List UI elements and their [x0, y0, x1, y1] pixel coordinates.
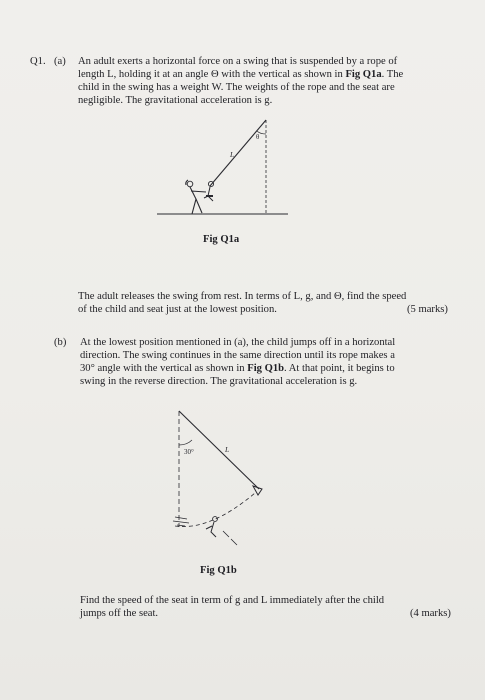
part-a-task-line-1: The adult releases the swing from rest. In terms of L, g, and Θ, find the speed [78, 291, 407, 302]
swing-seat-end [253, 486, 262, 495]
figure-q1b [165, 405, 280, 555]
child-head [213, 517, 218, 522]
fig-q1a-ref: Fig Q1a [345, 69, 382, 80]
part-a-line-1: An adult exerts a horizontal force on a swing that is suspended by a rope of [78, 56, 398, 67]
jump-motion-marks [223, 531, 237, 545]
part-b-line-3: 30° angle with the vertical as shown in Fig Q1b. At that point, it begins to [80, 363, 395, 374]
fig-q1b-caption: Fig Q1b [200, 565, 237, 576]
angle-arc [179, 440, 192, 445]
part-b-task-line-1: Find the speed of the seat in term of g and L immediately after the child [80, 595, 385, 606]
seat-scribble [173, 517, 189, 526]
part-b-line-2: direction. The swing continues in the same direction until its rope makes a [80, 350, 395, 361]
rope-length-label-b: L [225, 445, 230, 454]
part-b-line-4: swing in the reverse direction. The gravitational acceleration is g. [80, 376, 358, 387]
swing-seat [206, 195, 213, 197]
part-b-marks: (4 marks) [410, 608, 451, 619]
part-a-task-line-2: of the child and seat just at the lowest position. [78, 304, 277, 315]
theta-label: θ [256, 133, 260, 141]
adult-head [187, 181, 193, 187]
part-a-line-4: negligible. The gravitational acceleration is g. [78, 95, 273, 106]
fig-q1b-ref: Fig Q1b [247, 363, 285, 374]
part-a-label: (a) [54, 56, 66, 67]
part-a-line-3: child in the swing has a weight W. The weights of the rope and the seat are [78, 82, 395, 93]
rope-line [210, 120, 266, 186]
child-body [204, 187, 213, 201]
part-b-line-1: At the lowest position mentioned in (a), the child jumps off in a horizontal [80, 337, 396, 348]
part-a-line-2: length L, holding it at an angle Θ with the vertical as shown in Fig Q1a. The [78, 69, 404, 80]
figure-q1a [150, 112, 295, 224]
part-a-marks: (5 marks) [407, 304, 448, 315]
question-number: Q1. [30, 56, 46, 67]
fig-q1a-caption: Fig Q1a [203, 234, 240, 245]
rope-length-label-a: L [230, 150, 235, 159]
child-body [206, 522, 216, 537]
part-b-task-line-2: jumps off the seat. [80, 608, 159, 619]
part-b-label: (b) [54, 337, 67, 348]
adult-body [186, 180, 206, 214]
angle-label: 30° [184, 448, 194, 456]
